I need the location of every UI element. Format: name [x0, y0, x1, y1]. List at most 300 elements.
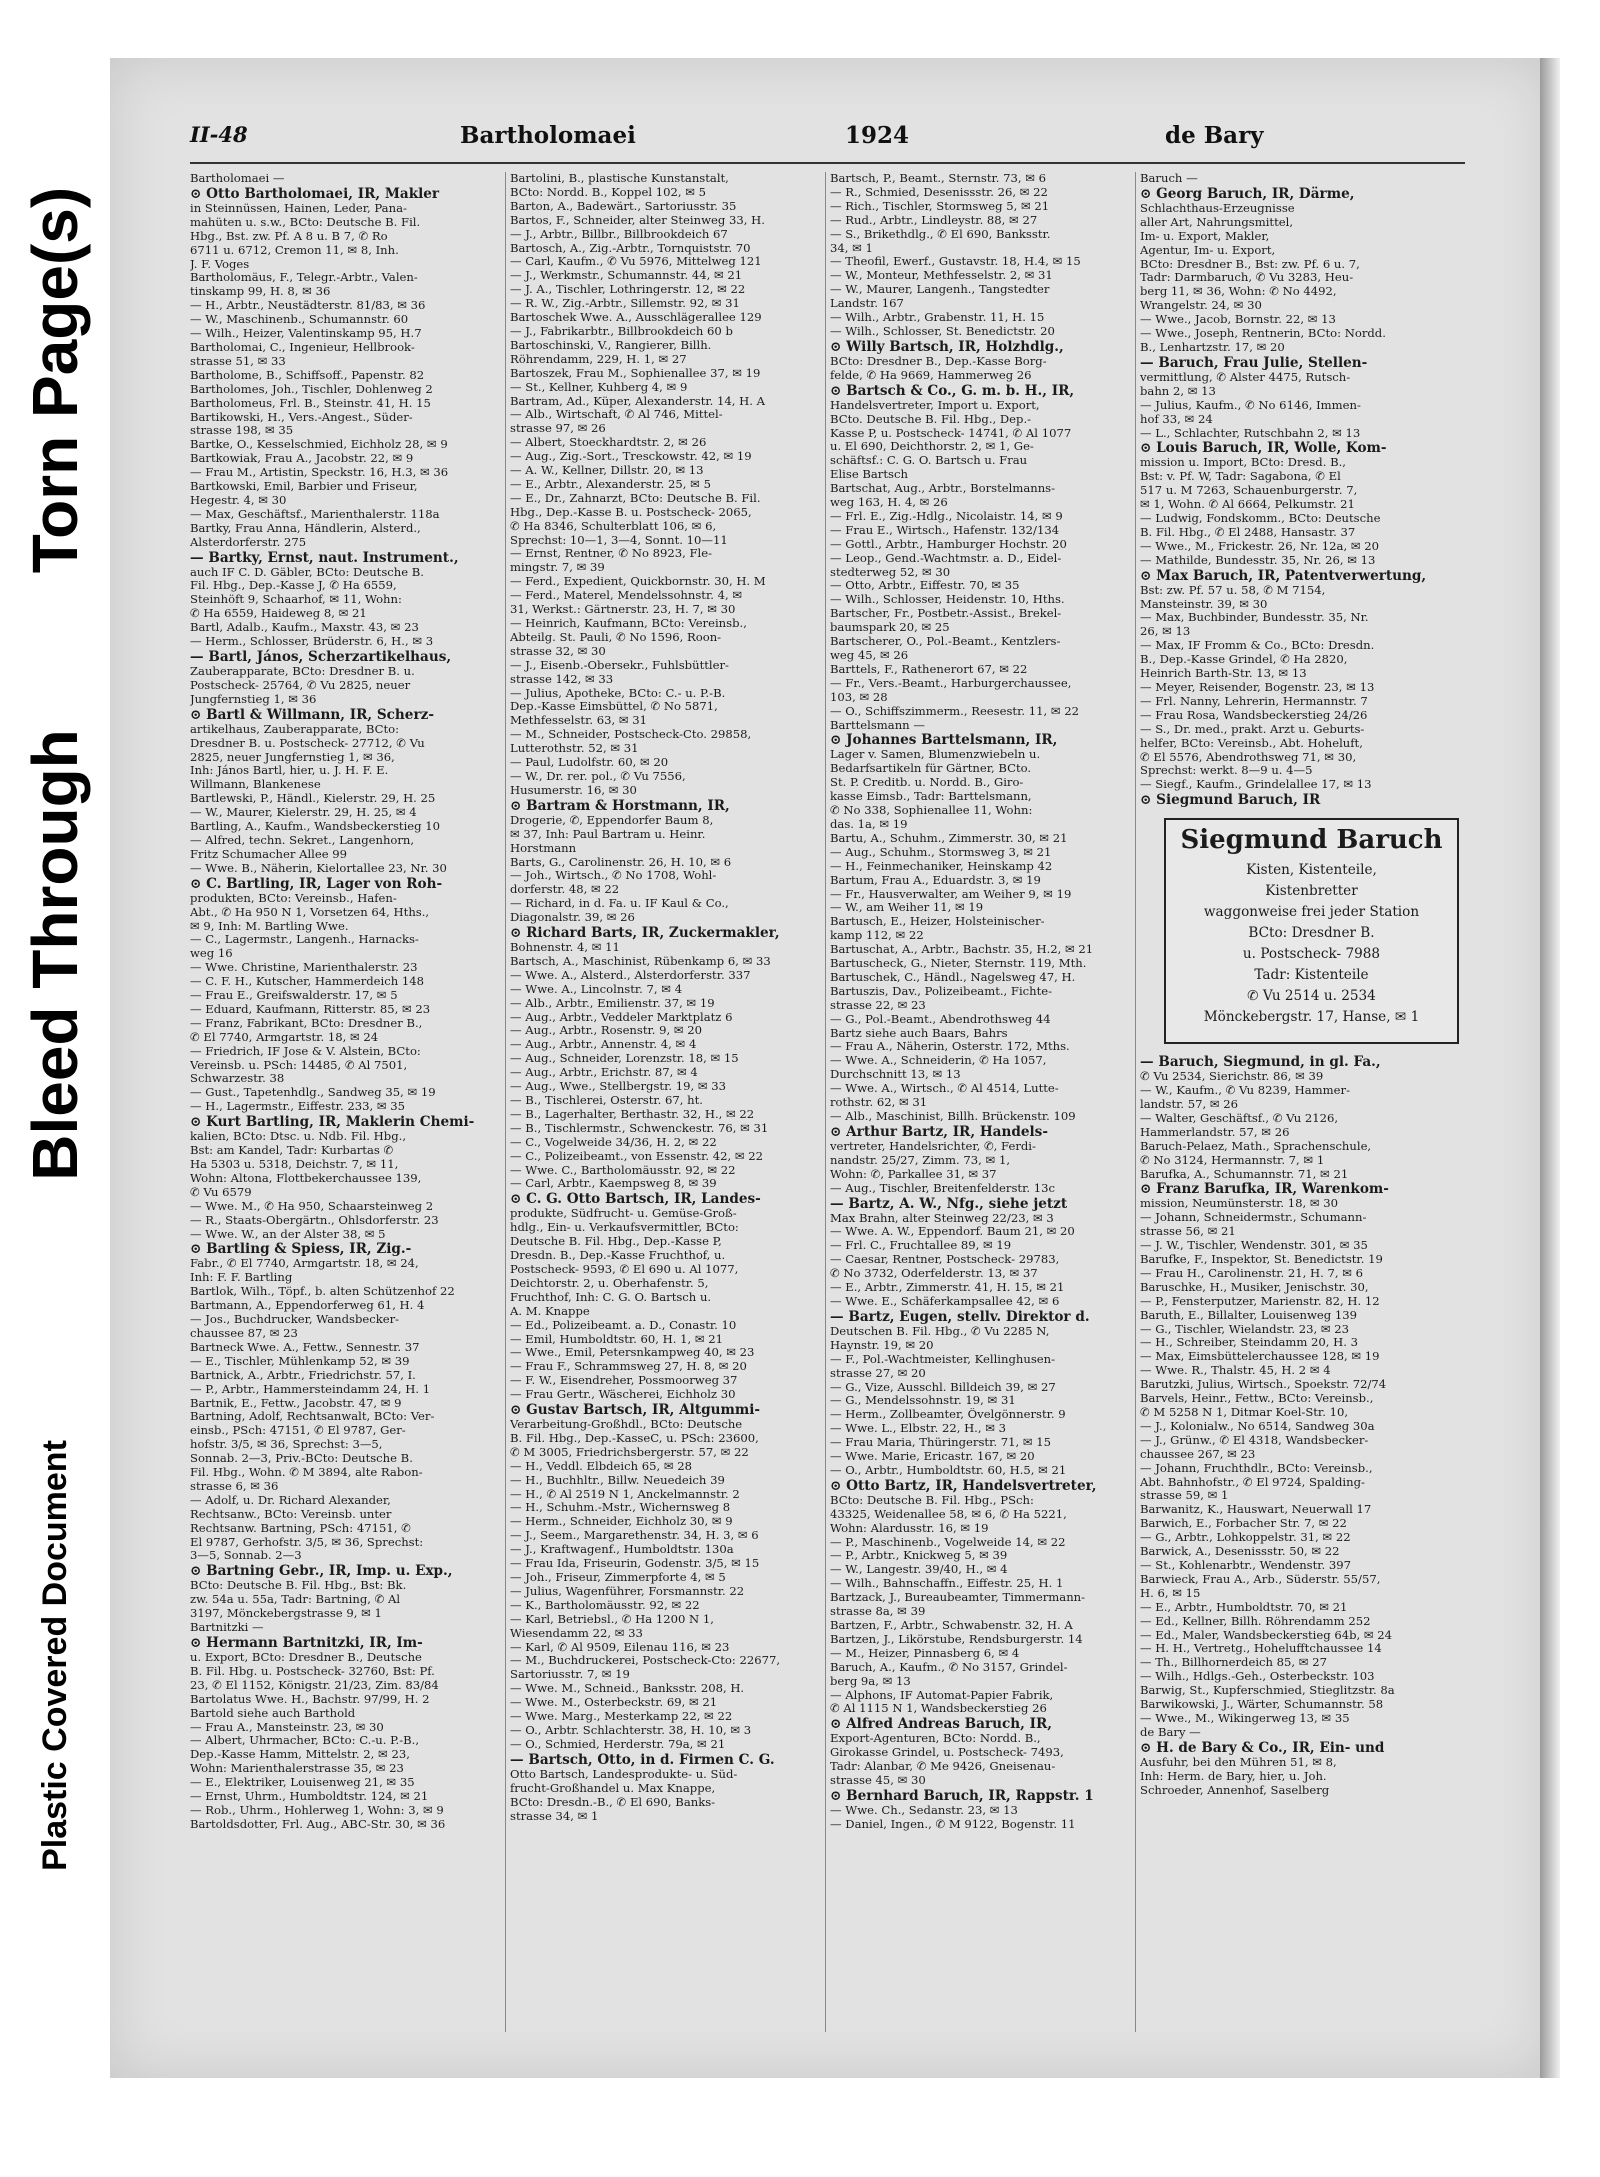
- running-title-right: de Bary: [1165, 122, 1264, 149]
- directory-entry-line: strasse 142, ✉ 33: [510, 672, 614, 686]
- directory-entry-line: — Wilh., Hdlgs.-Geh., Osterbeckstr. 103: [1140, 1670, 1375, 1684]
- directory-entry-line: Bartholomes, Joh., Tischler, Dohlenweg 2: [190, 382, 433, 396]
- directory-entry-line: — Ernst, Rentner, ✆ No 8923, Fle-: [510, 547, 713, 561]
- directory-entry-line: Bst: v. Pf. W, Tadr: Sagabona, ✆ El: [1140, 470, 1341, 484]
- directory-entry-line: Bartolatus Wwe. H., Bachstr. 97/99, H. 2: [190, 1692, 430, 1706]
- directory-entry-line: BCto: Nordd. B., Koppel 102, ✉ 5: [510, 185, 706, 199]
- directory-entry-line: — J., Werkmstr., Schumannstr. 44, ✉ 21: [510, 269, 743, 283]
- column-4: [1140, 172, 1465, 2052]
- directory-entry-line: — Richard, in d. Fa. u. IF Kaul & Co.,: [510, 897, 729, 911]
- directory-entry-line: — Adolf, u. Dr. Richard Alexander,: [190, 1493, 391, 1507]
- directory-entry-line: — Wwe. W., an der Alster 38, ✉ 5: [190, 1227, 386, 1241]
- directory-entry-line: Abt., ✆ Ha 950 N 1, Vorsetzen 64, Hths.,: [190, 905, 430, 919]
- directory-entry-line: Bartram, Ad., Küper, Alexanderstr. 14, H. A: [510, 394, 766, 408]
- directory-entry-line: — F., Pol.-Wachtmeister, Kellinghusen-: [830, 1352, 1056, 1366]
- directory-entry-line: — Aug., Arbtr., Rosenstr. 9, ✉ 20: [510, 1024, 703, 1038]
- directory-entry-line: — Caesar, Rentner, Postscheck- 29783,: [830, 1253, 1060, 1267]
- directory-entry-line: — Frau E., Wirtsch., Hafenstr. 132/134: [830, 523, 1060, 537]
- advertisement-line: Kistenbretter: [1265, 883, 1358, 900]
- directory-entry-line: Barwig, St., Kupferschmied, Stieglitzstr. 8a: [1140, 1684, 1395, 1698]
- directory-entry-line: strasse 6, ✉ 36: [190, 1479, 279, 1493]
- directory-entry-line: — Max, IF Fromm & Co., BCto: Dresdn.: [1140, 639, 1375, 653]
- directory-entry-line: Bartlewski, P., Händl., Kielerstr. 29, H. 25: [190, 792, 436, 806]
- directory-entry-line: Barttelsmann —: [830, 718, 925, 732]
- directory-entry-line: — Alphons, IF Automat-Papier Fabrik,: [830, 1688, 1054, 1702]
- directory-entry-line: ✆ Ha 6559, Haideweg 8, ✉ 21: [190, 607, 367, 621]
- directory-entry-line: Bartscher, Fr., Postbetr.-Assist., Brekel-: [830, 607, 1062, 621]
- directory-entry-line: ✉ 1, Wohn. ✆ Al 6664, Pelkumstr. 21: [1140, 498, 1355, 512]
- directory-entry-line: produkte, Südfrucht- u. Gemüse-Groß-: [510, 1207, 737, 1221]
- directory-entry-line: — Wwe. L., Elbstr. 22, H., ✉ 3: [830, 1422, 1007, 1436]
- directory-entry-line: Zauberapparate, BCto: Dresdner B. u.: [190, 665, 415, 678]
- directory-entry-line: — Wwe. M., Osterbeckstr. 69, ✉ 21: [510, 1696, 718, 1710]
- directory-entry-line: — Frau E., Greifswalderstr. 17, ✉ 5: [190, 989, 398, 1003]
- firm-entry-heading: — Bartsch, Otto, in d. Firmen C. G.: [510, 1751, 775, 1768]
- directory-entry-line: 6711 u. 6712, Cremon 11, ✉ 8, Inh.: [190, 243, 399, 257]
- directory-entry-line: — G., Mendelssohnstr. 19, ✉ 31: [830, 1394, 1016, 1408]
- directory-entry-line: — Frau A., Mansteinstr. 23, ✉ 30: [190, 1720, 384, 1734]
- directory-entry-line: zw. 54a u. 55a, Tadr: Bartning, ✆ Al: [190, 1593, 401, 1607]
- directory-entry-line: rothstr. 62, ✉ 31: [830, 1096, 928, 1110]
- directory-entry-line: — Fr., Hausverwalter, am Weiher 9, ✉ 19: [830, 887, 1072, 901]
- directory-entry-line: produkten, BCto: Vereinsb., Hafen-: [190, 891, 397, 905]
- directory-entry-line: strasse 51, ✉ 33: [190, 354, 286, 368]
- firm-entry-heading: ⊙ H. de Bary & Co., IR, Ein- und: [1140, 1739, 1385, 1756]
- directory-entry-line: H. 6, ✉ 15: [1140, 1586, 1201, 1600]
- directory-entry-line: — J., Seem., Margarethenstr. 34, H. 3, ✉ 6: [510, 1529, 759, 1543]
- directory-entry-line: Steinhöft 9, Schaarhof, ✉ 11, Wohn:: [190, 593, 402, 607]
- directory-entry-line: — P., Arbtr., Hammersteindamm 24, H. 1: [190, 1382, 431, 1396]
- directory-entry-line: — C., Lagermstr., Langenh., Harnacks-: [190, 933, 419, 947]
- directory-entry-line: ✆ Vu 2534, Sierichstr. 86, ✉ 39: [1140, 1070, 1324, 1084]
- directory-entry-line: Alsterdorferstr. 275: [190, 535, 307, 549]
- directory-entry-line: Bartholomeus, Frl. B., Steinstr. 41, H. 15: [190, 396, 431, 410]
- directory-entry-line: Sprechst: 10—1, 3—4, Sonnt. 10—11: [510, 533, 728, 547]
- directory-entry-line: Export-Agenturen, BCto: Nordd. B.,: [830, 1732, 1041, 1746]
- directory-entry-line: Ausfuhr, bei den Mühren 51, ✉ 8,: [1140, 1755, 1337, 1769]
- firm-entry-heading: ⊙ Siegmund Baruch, IR: [1140, 792, 1321, 809]
- directory-entry-line: Bartsch, A., Maschinist, Rübenkamp 6, ✉ 33: [510, 954, 771, 968]
- directory-entry-line: — Gottl., Arbtr., Hamburger Hochstr. 20: [830, 537, 1067, 551]
- directory-entry-line: Haynstr. 19, ✉ 20: [830, 1338, 934, 1352]
- directory-entry-line: Tadr: Alanbar, ✆ Me 9426, Gneisenau-: [830, 1760, 1056, 1774]
- directory-entry-line: Sartoriusstr. 7, ✉ 19: [510, 1668, 630, 1682]
- directory-entry-line: — M., Schneider, Postscheck-Cto. 29858,: [510, 728, 752, 742]
- directory-entry-line: — W., Maurer, Kielerstr. 29, H. 25, ✉ 4: [190, 806, 417, 820]
- directory-entry-line: — R. W., Zig.-Arbtr., Sillemstr. 92, ✉ 31: [510, 297, 740, 311]
- advertisement-line: Mönckebergstr. 17, Hanse, ✉ 1: [1203, 1009, 1420, 1026]
- directory-entry-line: — Wwe. M., Schneid., Banksstr. 208, H.: [510, 1682, 745, 1696]
- directory-entry-line: — Otto, Arbtr., Eiffestr. 70, ✉ 35: [830, 579, 1020, 593]
- firm-entry-heading: ⊙ Bartl & Willmann, IR, Scherz-: [190, 706, 434, 723]
- directory-entry-line: ✉ 37, Inh: Paul Bartram u. Heinr.: [510, 827, 706, 841]
- directory-entry-line: — E., Elektriker, Louisenweg 21, ✉ 35: [190, 1776, 415, 1790]
- directory-entry-line: BCto: Dresdner B., Dep.-Kasse Borg-: [830, 354, 1047, 368]
- directory-entry-line: — Wilh., Heizer, Valentinskamp 95, H.7: [190, 327, 422, 341]
- directory-entry-line: Baruch-Pelaez, Math., Sprachenschule,: [1140, 1139, 1372, 1153]
- column-divider: [825, 172, 826, 2032]
- directory-entry-line: hofstr. 3/5, ✉ 36, Sprechst: 3—5,: [190, 1438, 383, 1452]
- directory-entry-line: — Wwe., Jacob, Bornstr. 22, ✉ 13: [1140, 313, 1336, 327]
- directory-entry-line: Bartning, Adolf, Rechtsanwalt, BCto: Ver-: [190, 1410, 435, 1424]
- directory-entry-line: Hbg., Dep.-Kasse B. u. Postscheck- 2065,: [510, 505, 752, 519]
- directory-entry-line: Heinrich Barth-Str. 13, ✉ 13: [1140, 667, 1307, 681]
- page-number: II-48: [190, 122, 248, 147]
- firm-entry-heading: — Bartz, A. W., Nfg., siehe jetzt: [830, 1195, 1068, 1212]
- directory-entry-line: chaussee 87, ✉ 23: [190, 1326, 298, 1340]
- running-title-left: Bartholomaei: [460, 122, 636, 149]
- directory-entry-line: mission, Neumünsterstr. 18, ✉ 30: [1140, 1197, 1339, 1211]
- directory-entry-line: Diagonalstr. 39, ✉ 26: [510, 911, 635, 925]
- directory-entry-line: — O., Schmied, Herderstr. 79a, ✉ 21: [510, 1737, 726, 1751]
- directory-entry-line: strasse 22, ✉ 23: [830, 998, 926, 1012]
- directory-entry-line: — Frl. E., Zig.-Hdlg., Nicolaistr. 14, ✉ 9: [830, 509, 1063, 523]
- directory-entry-line: Barwick, A., Desenissstr. 50, ✉ 22: [1140, 1545, 1340, 1559]
- directory-entry-line: Bartholomai, C., Ingenieur, Hellbrook-: [190, 340, 415, 354]
- directory-entry-line: Handelsvertreter, Import u. Export,: [830, 398, 1040, 412]
- directory-entry-line: Bartnitzki —: [190, 1621, 264, 1635]
- directory-entry-line: u. Export, BCto: Dresdner B., Deutsche: [190, 1651, 422, 1664]
- directory-entry-line: — L., Schlachter, Rutschbahn 2, ✉ 13: [1140, 426, 1361, 440]
- directory-entry-line: — J., Eisenb.-Obersekr., Fuhlsbüttler-: [510, 658, 729, 672]
- directory-entry-line: — Daniel, Ingen., ✆ M 9122, Bogenstr. 11: [830, 1817, 1076, 1831]
- directory-entry-line: — H. H., Vertretg., Hohelufftchaussee 14: [1140, 1642, 1382, 1656]
- column-divider: [505, 172, 506, 2032]
- directory-entry-line: Fil. Hbg., Wohn. ✆ M 3894, alte Rabon-: [190, 1466, 423, 1480]
- directory-entry-line: Hammerlandstr. 57, ✉ 26: [1140, 1125, 1290, 1139]
- directory-entry-line: — M., Buchdruckerei, Postscheck-Cto: 22677,: [510, 1654, 781, 1668]
- directory-entry-line: berg 11, ✉ 36, Wohn: ✆ No 4492,: [1140, 285, 1337, 299]
- column-3: [830, 172, 1130, 2052]
- directory-entry-line: strasse 198, ✉ 35: [190, 424, 294, 438]
- directory-entry-line: Methfesselstr. 63, ✉ 31: [510, 714, 648, 728]
- directory-entry-line: nandstr. 25/27, Zimm. 73, ✉ 1,: [830, 1153, 1011, 1167]
- directory-entry-line: — H., Feinmechaniker, Heinskamp 42: [830, 859, 1053, 873]
- directory-entry-line: — Wilh., Arbtr., Grabenstr. 11, H. 15: [830, 311, 1045, 325]
- directory-entry-line: — Wwe. Marg., Mesterkamp 22, ✉ 22: [510, 1710, 733, 1724]
- directory-entry-line: artikelhaus, Zauberapparate, BCto:: [190, 722, 400, 736]
- firm-entry-heading: — Baruch, Frau Julie, Stellen-: [1140, 354, 1368, 371]
- directory-entry-line: — Wwe. A., Alsterd., Alsterdorferstr. 337: [510, 968, 751, 982]
- directory-entry-line: B. Fil. Hbg., ✆ El 2488, Hansastr. 37: [1140, 525, 1356, 539]
- directory-entry-line: Verarbeitung-Großhdl., BCto: Deutsche: [510, 1418, 743, 1432]
- directory-entry-line: frucht-Großhandel u. Max Knappe,: [510, 1781, 716, 1795]
- directory-entry-line: strasse 34, ✉ 1: [510, 1809, 599, 1823]
- directory-entry-line: Drogerie, ✆, Eppendorfer Baum 8,: [510, 813, 714, 827]
- directory-entry-line: — Wwe. A. W., Eppendorf. Baum 21, ✉ 20: [830, 1225, 1075, 1239]
- directory-entry-line: — Th., Billhornerdeich 85, ✉ 27: [1140, 1656, 1327, 1670]
- directory-entry-line: — Herm., Schneider, Eichholz 30, ✉ 9: [510, 1515, 733, 1529]
- directory-entry-line: ✆ Al 1115 N 1, Wandsbeckerstieg 26: [830, 1702, 1047, 1716]
- directory-entry-line: mahüten u. s.w., BCto: Deutsche B. Fil.: [190, 215, 421, 229]
- directory-entry-line: Hegestr. 4, ✉ 30: [190, 493, 287, 507]
- directory-entry-line: Bartnick, A., Arbtr., Friedrichstr. 57, I.: [190, 1368, 416, 1382]
- directory-entry-line: Bartke, O., Kesselschmied, Eichholz 28, ✉ 9: [190, 438, 448, 452]
- directory-entry-line: — E., Arbtr., Alexanderstr. 25, ✉ 5: [510, 477, 711, 491]
- directory-entry-line: — Max, Eimsbüttelerchaussee 128, ✉ 19: [1140, 1350, 1380, 1364]
- directory-entry-line: weg 45, ✉ 26: [830, 649, 909, 662]
- directory-entry-line: 26, ✉ 13: [1140, 625, 1191, 639]
- directory-entry-line: ✆ Ha 8346, Schulterblatt 106, ✉ 6,: [510, 519, 717, 533]
- firm-entry-heading: ⊙ Johannes Barttelsmann, IR,: [830, 732, 1058, 749]
- directory-entry-line: Postscheck- 9593, ✆ El 690 u. Al 1077,: [510, 1262, 739, 1276]
- directory-entry-line: Deichtorstr. 2, u. Oberhafenstr. 5,: [510, 1276, 709, 1290]
- directory-entry-line: — Jos., Buchdrucker, Wandsbecker-: [190, 1313, 400, 1327]
- firm-entry-heading: ⊙ Franz Barufka, IR, Warenkom-: [1140, 1181, 1389, 1198]
- directory-entry-line: Bst: zw. Pf. 57 u. 58, ✆ M 7154,: [1140, 583, 1326, 597]
- directory-entry-line: Röhrendamm, 229, H. 1, ✉ 27: [510, 352, 687, 366]
- directory-entry-line: Bartmann, A., Eppendorferweg 61, H. 4: [190, 1299, 425, 1313]
- directory-entry-line: — Wwe. M., ✆ Ha 950, Schaarsteinweg 2: [190, 1199, 434, 1213]
- directory-entry-line: — W., Monteur, Methfesselstr. 2, ✉ 31: [830, 269, 1053, 283]
- directory-entry-line: — Meyer, Reisender, Bogenstr. 23, ✉ 13: [1140, 681, 1375, 694]
- directory-entry-line: felde, ✆ Ha 9669, Hammerweg 26: [830, 368, 1032, 382]
- column-2: [510, 172, 820, 2052]
- directory-entry-line: Bartoszek, Frau M., Sophienallee 37, ✉ 19: [510, 366, 761, 380]
- directory-entry-line: — O., Schiffszimmerm., Reesestr. 11, ✉ 22: [830, 704, 1079, 718]
- directory-entry-line: — Frau H., Carolinenstr. 21, H. 7, ✉ 6: [1140, 1266, 1363, 1280]
- directory-entry-line: — Franz, Fabrikant, BCto: Dresdner B.,: [190, 1016, 423, 1030]
- directory-entry-line: — Wwe. A., Lincolnstr. 7, ✉ 4: [510, 982, 683, 996]
- directory-entry-line: weg 163, H. 4, ✉ 26: [830, 496, 948, 510]
- directory-entry-line: Sprechst: werkt. 8—9 u. 4—5: [1140, 764, 1313, 778]
- directory-entry-line: — Wilh., Schlosser, Heidenstr. 10, Hths.: [830, 593, 1065, 607]
- directory-entry-line: Max Brahn, alter Steinweg 22/23, ✉ 3: [830, 1211, 1054, 1225]
- directory-entry-line: — H., Lagermstr., Eiffestr. 233, ✉ 35: [190, 1100, 405, 1114]
- directory-entry-line: — Aug., Zig.-Sort., Tresckowstr. 42, ✉ 19: [510, 450, 752, 464]
- directory-entry-line: Bartoschek Wwe. A., Ausschlägerallee 129: [510, 311, 762, 325]
- directory-entry-line: — G., Arbtr., Lohkoppelstr. 31, ✉ 22: [1140, 1531, 1351, 1545]
- firm-entry-heading: ⊙ Gustav Bartsch, IR, Altgummi-: [510, 1402, 761, 1419]
- directory-entry-line: — Frl. Nanny, Lehrerin, Hermannstr. 7: [1140, 694, 1368, 708]
- directory-year: 1924: [845, 122, 910, 149]
- directory-entry-line: — Ed., Maler, Wandsbeckerstieg 64b, ✉ 24: [1140, 1628, 1393, 1642]
- directory-entry-line: Bartuschat, A., Arbtr., Bachstr. 35, H.2, ✉ 21: [830, 943, 1094, 957]
- advertisement-line: Kisten, Kistenteile,: [1246, 862, 1377, 879]
- directory-entry-line: Bartzack, J., Bureaubeamter, Timmermann-: [830, 1591, 1086, 1605]
- firm-entry-heading: ⊙ Bartsch & Co., G. m. b. H., IR,: [830, 382, 1075, 399]
- firm-entry-heading: ⊙ Louis Baruch, IR, Wolle, Kom-: [1140, 440, 1387, 457]
- directory-entry-line: — H., Schreiber, Steindamm 20, H. 3: [1140, 1336, 1359, 1350]
- directory-entry-line: Bartholomaei —: [190, 172, 285, 185]
- directory-entry-line: — Herm., Schlosser, Brüderstr. 6, H., ✉ 3: [190, 635, 434, 649]
- directory-entry-line: Bartu, A., Schuhm., Zimmerstr. 30, ✉ 21: [830, 831, 1068, 845]
- firm-entry-heading: ⊙ Willy Bartsch, IR, Holzhdlg.,: [830, 338, 1064, 355]
- directory-entry-line: Bartscherer, O., Pol.-Beamt., Kentzlers-: [830, 635, 1061, 649]
- directory-entry-line: — B., Lagerhalter, Berthastr. 32, H., ✉ 22: [510, 1107, 755, 1121]
- directory-entry-line: — H., Schuhm.-Mstr., Wichernsweg 8: [510, 1501, 731, 1515]
- directory-entry-line: — Julius, Kaufm., ✆ No 6146, Immen-: [1140, 398, 1361, 412]
- directory-entry-line: in Steinnüssen, Hainen, Leder, Pana-: [190, 201, 407, 215]
- directory-entry-line: Agentur, Im- u. Export,: [1140, 243, 1276, 257]
- directory-entry-line: — Siegf., Kaufm., Grindelallee 17, ✉ 13: [1140, 778, 1372, 792]
- directory-entry-line: — Wwe., Emil, Petersnkampweg 40, ✉ 23: [510, 1346, 755, 1360]
- directory-entry-line: — Joh., Wirtsch., ✆ No 1708, Wohl-: [510, 869, 717, 883]
- directory-entry-line: Kasse P, u. Postscheck- 14741, ✆ Al 1077: [830, 426, 1072, 440]
- column-divider: [1135, 172, 1136, 2032]
- directory-entry-line: kalien, BCto: Dtsc. u. Ndb. Fil. Hbg.,: [190, 1130, 407, 1144]
- directory-entry-line: Postscheck- 25764, ✆ Vu 2825, neuer: [190, 678, 411, 692]
- directory-entry-line: — S., Brikethdlg., ✆ El 690, Banksstr.: [830, 227, 1051, 241]
- directory-entry-line: chaussee 267, ✉ 23: [1140, 1447, 1256, 1461]
- directory-entry-line: BCto. Deutsche B. Fil. Hbg., Dep.-: [830, 412, 1032, 426]
- directory-entry-line: Fil. Hbg., Dep.-Kasse J, ✆ Ha 6559,: [190, 579, 397, 593]
- directory-entry-line: ✆ M 3005, Friedrichsbergerstr. 57, ✉ 22: [510, 1445, 749, 1459]
- directory-entry-line: Girokasse Grindel, u. Postscheck- 7493,: [830, 1746, 1064, 1760]
- directory-entry-line: — Aug., Wwe., Stellbergstr. 19, ✉ 33: [510, 1080, 727, 1094]
- directory-entry-line: — K., Bartholomäusstr. 92, ✉ 22: [510, 1598, 700, 1612]
- directory-entry-line: — E., Dr., Zahnarzt, BCto: Deutsche B. Fil.: [510, 491, 761, 505]
- directory-entry-line: Baruschke, H., Musiker, Jenischstr. 30,: [1140, 1280, 1369, 1294]
- directory-entry-line: — Wwe. Ch., Sedanstr. 23, ✉ 13: [830, 1803, 1018, 1817]
- directory-entry-line: — E., Arbtr., Zimmerstr. 41, H. 15, ✉ 21: [830, 1281, 1065, 1295]
- directory-entry-line: — Wwe. Marie, Ericastr. 167, ✉ 20: [830, 1450, 1035, 1464]
- directory-entry-line: vertreter, Handelsrichter, ✆, Ferdi-: [830, 1139, 1036, 1153]
- page-edge-shadow: [1540, 58, 1560, 2078]
- directory-entry-line: Tadr: Darmbaruch, ✆ Vu 3283, Heu-: [1140, 271, 1354, 285]
- directory-entry-line: Lutterothstr. 52, ✉ 31: [510, 742, 639, 756]
- directory-entry-line: — W., Langestr. 39/40, H., ✉ 4: [830, 1563, 1008, 1577]
- directory-entry-line: strasse 59, ✉ 1: [1140, 1489, 1229, 1503]
- directory-entry-line: Bohnenstr. 4, ✉ 11: [510, 941, 620, 955]
- directory-entry-line: — Heinrich, Kaufmann, BCto: Vereinsb.,: [510, 617, 747, 630]
- directory-entry-line: Bartsch, P., Beamt., Sternstr. 73, ✉ 6: [830, 172, 1047, 185]
- directory-entry-line: bahn 2, ✉ 13: [1140, 384, 1216, 398]
- directory-entry-line: — C. F. H., Kutscher, Hammerdeich 148: [190, 975, 425, 989]
- directory-entry-line: — Aug., Tischler, Breitenfelderstr. 13c: [830, 1181, 1055, 1195]
- torn-pages-label: Torn Page(s): [19, 186, 91, 574]
- directory-entry-line: Bartusch, E., Heizer, Holsteinischer-: [830, 915, 1045, 929]
- directory-entry-line: Deutschen B. Fil. Hbg., ✆ Vu 2285 N,: [830, 1324, 1050, 1338]
- directory-entry-line: Dep.-Kasse Hamm, Mittelstr. 2, ✉ 23,: [190, 1748, 410, 1762]
- advertisement-line: BCto: Dresdner B.: [1248, 925, 1375, 942]
- directory-entry-line: — Wwe. C., Bartholomäusstr. 92, ✉ 22: [510, 1163, 736, 1177]
- directory-entry-line: — Carl, Kaufm., ✆ Vu 5976, Mittelweg 121: [510, 255, 762, 269]
- firm-entry-heading: ⊙ Otto Bartholomaei, IR, Makler: [190, 185, 440, 202]
- directory-entry-line: ✆ No 3732, Oderfelderstr. 13, ✉ 37: [830, 1267, 1038, 1281]
- directory-entry-line: — Aug., Schuhm., Stormsweg 3, ✉ 21: [830, 845, 1052, 859]
- directory-entry-line: kamp 112, ✉ 22: [830, 929, 924, 943]
- directory-entry-line: strasse 27, ✉ 20: [830, 1366, 926, 1380]
- directory-entry-line: — Ferd., Materel, Mendelssohnstr. 4, ✉: [510, 589, 743, 603]
- directory-entry-line: — Max, Geschäftsf., Marienthalerstr. 118a: [190, 507, 440, 521]
- directory-entry-line: Rechtsanw., BCto: Vereinsb. unter: [190, 1507, 392, 1521]
- directory-entry-line: — Wwe. A., Schneiderin, ✆ Ha 1057,: [830, 1054, 1047, 1068]
- directory-entry-line: BCto: Dresdn.-B., ✆ El 690, Banks-: [510, 1795, 716, 1809]
- directory-entry-line: — O., Arbtr. Schlachterstr. 38, H. 10, ✉ 3: [510, 1723, 752, 1737]
- directory-entry-line: Sonnab. 2—3, Priv.-BCto: Deutsche B.: [190, 1452, 413, 1466]
- header-rule: [190, 162, 1465, 164]
- directory-entry-line: Dresdn. B., Dep.-Kasse Fruchthof, u.: [510, 1249, 726, 1263]
- directory-entry-line: Fruchthof, Inh: C. G. O. Bartsch u.: [510, 1290, 712, 1304]
- advertisement-title: Siegmund Baruch: [1180, 825, 1443, 856]
- directory-entry-line: — Alfred, techn. Sekret., Langenhorn,: [190, 833, 415, 847]
- directory-entry-line: tinskamp 99, H. 8, ✉ 36: [190, 285, 331, 299]
- directory-entry-line: — Paul, Ludolfstr. 60, ✉ 20: [510, 756, 669, 770]
- firm-entry-heading: ⊙ Bartling & Spiess, IR, Zig.-: [190, 1241, 412, 1258]
- directory-entry-line: — R., Schmied, Desenissstr. 26, ✉ 22: [830, 185, 1048, 199]
- directory-entry-line: — B., Tischlermstr., Schwenckestr. 76, ✉ 31: [510, 1121, 769, 1135]
- directory-entry-line: — G., Vize, Ausschl. Billdeich 39, ✉ 27: [830, 1380, 1056, 1394]
- directory-entry-line: Barwieck, Frau A., Arb., Süderstr. 55/57,: [1140, 1572, 1381, 1586]
- directory-entry-line: 23, ✆ El 1152, Königstr. 21/23, Zim. 83/84: [190, 1678, 439, 1692]
- directory-entry-line: strasse 8a, ✉ 39: [830, 1605, 926, 1619]
- directory-entry-line: Bartkowski, Emil, Barbier und Friseur,: [190, 480, 418, 494]
- directory-entry-line: Barvels, Heinr., Fettw., BCto: Vereinsb.,: [1140, 1392, 1374, 1406]
- advertisement-line: ✆ Vu 2514 u. 2534: [1247, 988, 1376, 1005]
- directory-entry-line: — J. W., Tischler, Wendenstr. 301, ✉ 35: [1140, 1239, 1368, 1253]
- directory-entry-line: Elise Bartsch: [830, 468, 908, 482]
- directory-entry-line: strasse 56, ✉ 21: [1140, 1225, 1236, 1239]
- directory-entry-line: Inh: Herm. de Bary, hier, u. Joh.: [1140, 1769, 1327, 1783]
- directory-entry-line: — Frau Rosa, Wandsbeckerstieg 24/26: [1140, 708, 1368, 722]
- firm-entry-heading: ⊙ Arthur Bartz, IR, Handels-: [830, 1123, 1048, 1140]
- directory-entry-line: u. El 690, Deichthorstr. 2, ✉ 1, Ge-: [830, 440, 1034, 454]
- directory-entry-line: — Frau Gertr., Wäscherei, Eichholz 30: [510, 1388, 736, 1402]
- directory-entry-line: — J., Arbtr., Billbr., Billbrookdeich 67: [510, 227, 728, 241]
- directory-entry-line: — Johann, Schneidermstr., Schumann-: [1140, 1211, 1367, 1225]
- directory-entry-line: BCto: Deutsche B. Fil. Hbg., PSch:: [830, 1493, 1034, 1507]
- firm-entry-heading: ⊙ Otto Bartz, IR, Handelsvertreter,: [830, 1477, 1097, 1494]
- directory-entry-line: — C., Vogelweide 34/36, H. 2, ✉ 22: [510, 1135, 717, 1149]
- directory-entry-line: — Julius, Apotheke, BCto: C.- u. P.-B.: [510, 686, 726, 700]
- directory-entry-line: Bartold siehe auch Barthold: [190, 1706, 356, 1720]
- directory-entry-line: Wiesendamm 22, ✉ 33: [510, 1626, 643, 1640]
- directory-entry-line: — Aug., Arbtr., Erichstr. 87, ✉ 4: [510, 1066, 698, 1080]
- directory-entry-line: ✆ Vu 6579: [190, 1185, 252, 1199]
- directory-entry-line: — H., ✆ Al 2519 N 1, Anckelmannstr. 2: [510, 1487, 740, 1501]
- directory-entry-line: — M., Heizer, Pinnasberg 6, ✉ 4: [830, 1646, 1020, 1660]
- directory-entry-line: Bartholome, B., Schiffsoff., Papenstr. 82: [190, 368, 425, 382]
- directory-entry-line: — J., Kraftwagenf., Humboldtstr. 130a: [510, 1543, 734, 1557]
- directory-entry-line: — Wilh., Schlosser, St. Benedictstr. 20: [830, 324, 1055, 338]
- directory-entry-line: Wohn: Alardusstr. 16, ✉ 19: [830, 1521, 989, 1535]
- firm-entry-heading: ⊙ C. Bartling, IR, Lager von Roh-: [190, 875, 443, 892]
- directory-entry-line: schäftsf.: C. G. O. Bartsch u. Frau: [830, 454, 1028, 468]
- directory-entry-line: Bartky, Frau Anna, Händlerin, Alsterd.,: [190, 521, 421, 535]
- directory-entry-line: — Julius, Wagenführer, Forsmannstr. 22: [510, 1584, 745, 1598]
- directory-entry-line: — R., Staats-Obergärtn., Ohlsdorferstr. 23: [190, 1213, 439, 1227]
- directory-entry-line: Barts, G., Carolinenstr. 26, H. 10, ✉ 6: [510, 855, 732, 869]
- directory-entry-line: de Bary —: [1140, 1725, 1201, 1739]
- directory-entry-line: strasse 97, ✉ 26: [510, 422, 606, 436]
- directory-entry-line: Bartzen, J., Likörstube, Rendsburgerstr. 14: [830, 1632, 1083, 1646]
- directory-entry-line: — Walter, Geschäftsf., ✆ Vu 2126,: [1140, 1111, 1339, 1125]
- advertisement-line: u. Postscheck- 7988: [1242, 946, 1381, 963]
- directory-entry-line: — H., Buchhltr., Billw. Neuedeich 39: [510, 1473, 725, 1487]
- directory-entry-line: Baruch, A., Kaufm., ✆ No 3157, Grindel-: [830, 1660, 1068, 1674]
- firm-entry-heading: ⊙ Alfred Andreas Baruch, IR,: [830, 1716, 1053, 1733]
- directory-entry-line: Barwich, E., Forbacher Str. 7, ✉ 22: [1140, 1517, 1347, 1531]
- directory-entry-line: — Theofil, Ewerf., Gustavstr. 18, H.4, ✉ 15: [830, 255, 1081, 269]
- directory-entry-line: — Johann, Fruchthdlr., BCto: Vereinsb.,: [1140, 1461, 1373, 1475]
- directory-entry-line: — Frau M., Artistin, Speckstr. 16, H.3, ✉ 36: [190, 466, 449, 480]
- directory-entry-line: Husumerstr. 16, ✉ 30: [510, 783, 637, 797]
- directory-entry-line: landstr. 57, ✉ 26: [1140, 1097, 1239, 1111]
- directory-entry-line: — Ludwig, Fondskomm., BCto: Deutsche: [1140, 512, 1381, 526]
- directory-entry-line: — W., Maurer, Langenh., Tangstedter: [830, 283, 1050, 297]
- directory-entry-line: — Ernst, Uhrm., Humboldtstr. 124, ✉ 21: [190, 1790, 429, 1804]
- directory-entry-line: Bartuszis, Dav., Polizeibeamt., Fichte-: [830, 984, 1053, 998]
- advertisement-box: [1164, 818, 1459, 1044]
- directory-entry-line: — Wwe., Joseph, Rentnerin, BCto: Nordd.: [1140, 327, 1386, 341]
- directory-entry-line: — C., Polizeibeamt., von Essenstr. 42, ✉ 22: [510, 1149, 763, 1163]
- directory-entry-line: Rechtsanw. Bartning, PSch: 47151, ✆: [190, 1521, 411, 1535]
- directory-entry-line: — Joh., Friseur, Zimmerpforte 4, ✉ 5: [510, 1571, 726, 1584]
- directory-entry-line: — Alb., Wirtschaft, ✆ Al 746, Mittel-: [510, 408, 723, 422]
- directory-entry-line: — St., Kohlenarbtr., Wendenstr. 397: [1140, 1558, 1352, 1572]
- directory-entry-line: — Wwe. R., Thalstr. 45, H. 2 ✉ 4: [1140, 1364, 1331, 1378]
